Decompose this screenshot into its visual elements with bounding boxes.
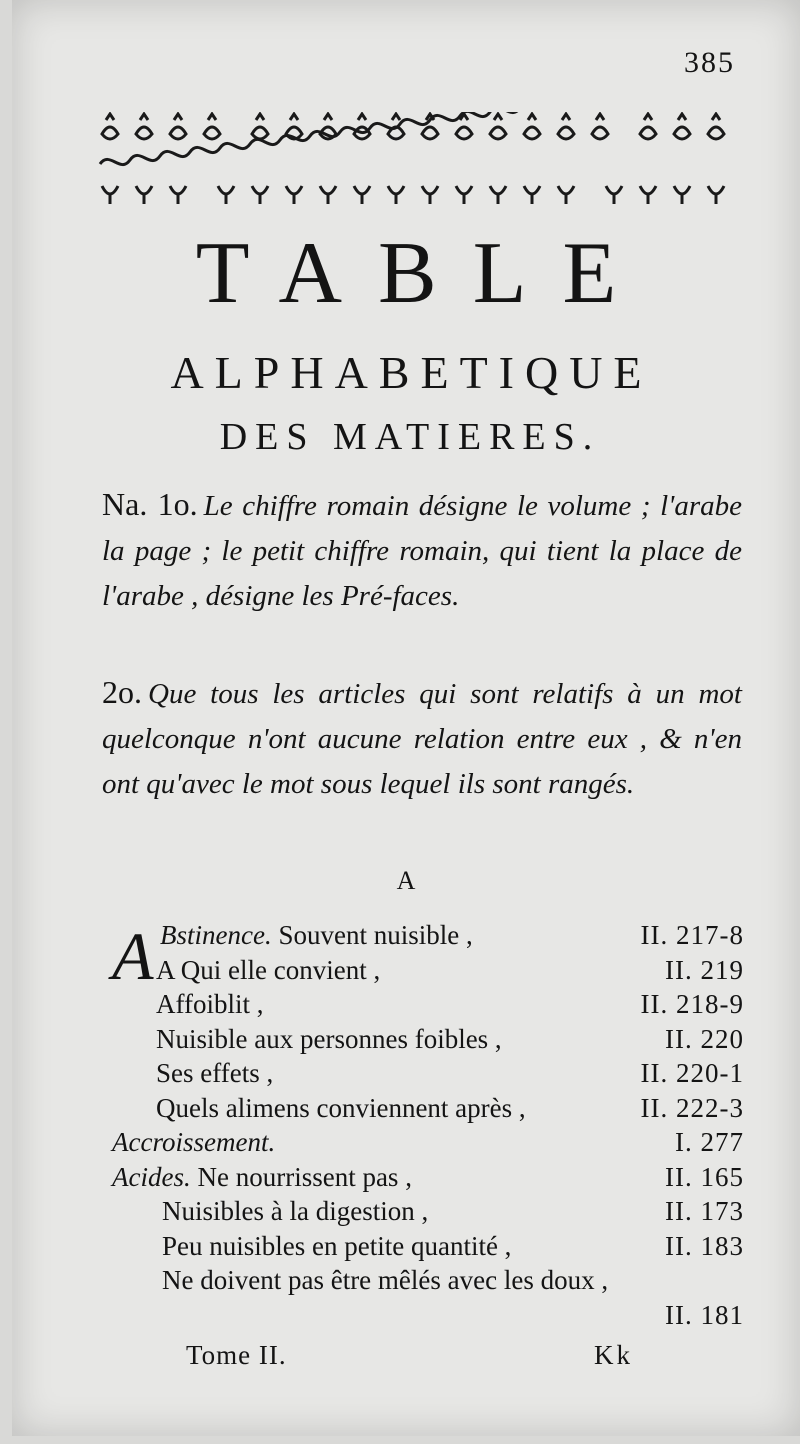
index-entry-label: Nuisibles à la digestion , [162,1196,429,1226]
section-letter: A [396,866,416,895]
index-entry-label: Ne doivent pas être mêlés avec les doux , [162,1265,609,1295]
index-entry-label: Quels alimens conviennent après , [156,1092,526,1123]
subtitle-line-2: DES MATIERES. [219,416,601,458]
drop-cap: A [112,918,154,994]
index-page-ref: I. 277 [675,1127,744,1157]
index-entry-label: Ses effets , [156,1058,274,1088]
index-row [112,1056,744,1091]
page-number: 385 [684,46,735,79]
note-2-text: Que tous les articles qui sont relatifs à un mot quelconque n'ont aucune relation entre eux , & n'en ont qu'avec le mot sous lequel ils sont rangés. [102,678,742,800]
index-entries [112,918,744,1332]
index-page-ref: II. 220-1 [640,1058,744,1088]
index-row [112,1091,744,1126]
index-row [112,1229,744,1264]
index-entry-text [160,918,473,953]
index-entry-label: Affoiblit , [156,989,264,1019]
subtitle-line-1: ALPHABETIQUE [170,347,653,398]
index-headword: Acides. [112,1161,191,1192]
index-entry-text [112,1125,275,1160]
index-entry-label: Ne nourrissent pas , [197,1161,412,1192]
index-row [112,1263,744,1298]
index-page-ref: II. 173 [665,1196,744,1226]
decorative-ornament-band [92,112,752,212]
index-row [112,1160,744,1195]
index-entry-label: Peu nuisibles en petite quantité , [162,1230,512,1261]
footer-volume: Tome II. [186,1340,287,1370]
note-2 [102,670,742,807]
footer-signature-mark: Kk [594,1340,633,1370]
index-row [112,953,744,988]
index-page-ref: II. 222-3 [640,1092,744,1123]
note-1-marker: Na. 1o. [102,486,198,522]
index-row [112,1298,744,1333]
note-1 [102,482,742,619]
note-2-marker: 2o. [102,674,142,710]
index-entry-label: A Qui elle convient , [156,954,381,985]
note-1-text: Le chiffre romain désigne le volume ; l'arabe la page ; le petit chiffre romain, qui tient la place de l'arabe , désigne les Pré-faces. [102,490,743,612]
index-page-ref: II. 218-9 [640,989,744,1019]
index-headword: Bstinence. [160,920,272,950]
book-page [12,0,800,1436]
index-page-ref: II. 165 [665,1161,744,1192]
index-entry-label: Nuisible aux personnes foibles , [156,1023,502,1054]
title: TABLE [195,225,653,322]
index-row [112,1022,744,1057]
index-row [112,1194,744,1229]
index-row [112,918,744,953]
index-page-ref: II. 217-8 [640,920,744,950]
index-page-ref: II. 183 [665,1230,744,1261]
index-page-ref: II. 181 [665,1299,744,1330]
index-entry-label: Souvent nuisible , [278,920,473,950]
index-row [112,987,744,1022]
index-page-ref: II. 219 [665,954,744,985]
index-entry-text [112,1160,412,1195]
index-row [112,1125,744,1160]
index-page-ref: II. 220 [665,1023,744,1054]
index-headword: Accroissement. [112,1127,276,1157]
